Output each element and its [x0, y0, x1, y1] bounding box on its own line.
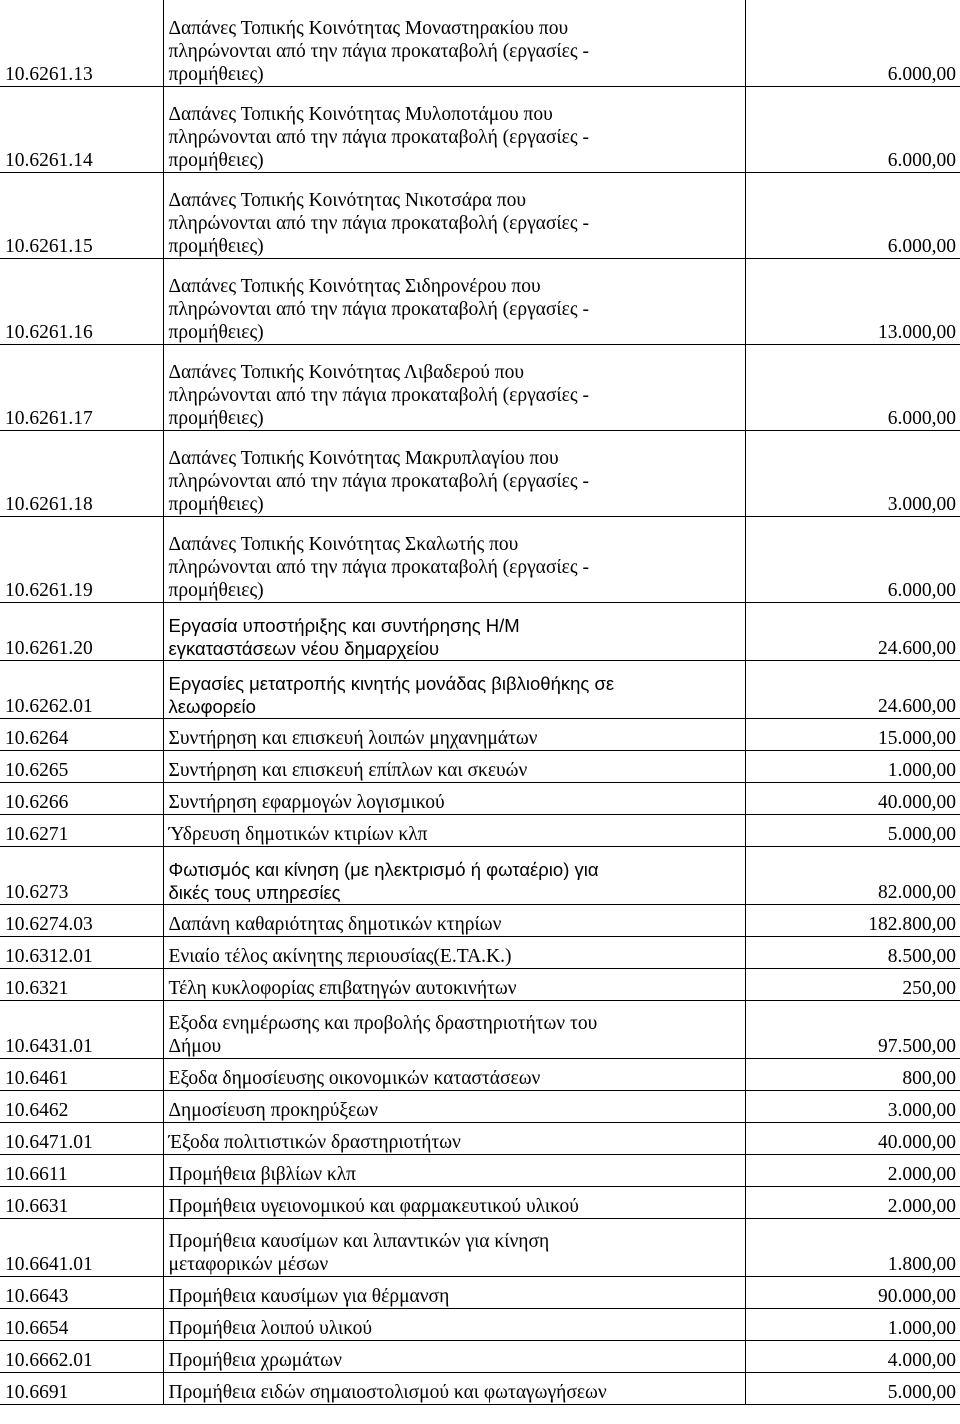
- amount-value: 24.600,00: [745, 660, 960, 718]
- table-row: [0, 86, 960, 172]
- table-row: [0, 936, 960, 968]
- amount-value: 1.800,00: [745, 1218, 960, 1276]
- amount-value: 8.500,00: [745, 936, 960, 968]
- expense-description: [163, 258, 745, 344]
- table-row: [0, 258, 960, 344]
- table-row: [0, 344, 960, 430]
- description-line: πληρώνονται από την πάγια προκαταβολή (εργασίες -: [168, 298, 589, 320]
- description-line: Δαπάνες Τοπικής Κοινότητας Λιβαδερού που: [168, 361, 525, 383]
- amount-value: 40.000,00: [745, 1122, 960, 1154]
- amount-value: 3.000,00: [745, 1090, 960, 1122]
- description-line: Δαπάνες Τοπικής Κοινότητας Σιδηρονέρου που: [168, 275, 541, 297]
- table-row: [0, 1308, 960, 1340]
- amount-value: 5.000,00: [745, 1372, 960, 1404]
- account-code: 10.6462: [0, 1090, 163, 1122]
- expense-description: [163, 718, 745, 750]
- description-line: Εξοδα δημοσίευσης οικονομικών καταστάσεων: [168, 1067, 541, 1089]
- account-code: 10.6471.01: [0, 1122, 163, 1154]
- description-line: Συντήρηση εφαρμογών λογισμικού: [168, 791, 445, 813]
- expense-description: [163, 0, 745, 86]
- amount-value: 2.000,00: [745, 1186, 960, 1218]
- table-row: [0, 904, 960, 936]
- account-code: 10.6631: [0, 1186, 163, 1218]
- description-line: Εργασίες μετατροπής κινητής μονάδας βιβλιοθήκης σε: [168, 672, 615, 694]
- description-line: προμήθειες): [168, 235, 264, 257]
- description-line: προμήθειες): [168, 407, 264, 429]
- account-code: 10.6261.20: [0, 602, 163, 660]
- account-code: 10.6691: [0, 1372, 163, 1404]
- description-line: Προμήθεια καυσίμων και λιπαντικών για κίνηση: [168, 1230, 550, 1252]
- expense-description: [163, 430, 745, 516]
- amount-value: 2.000,00: [745, 1154, 960, 1186]
- account-code: 10.6261.19: [0, 516, 163, 602]
- expense-description: [163, 660, 745, 718]
- description-line: Φωτισμός και κίνηση (με ηλεκτρισμό ή φωταέριο) για: [168, 858, 599, 880]
- table-row: [0, 516, 960, 602]
- description-line: Ύδρευση δημοτικών κτιρίων κλπ: [168, 823, 428, 845]
- expense-description: [163, 782, 745, 814]
- table-row: [0, 602, 960, 660]
- account-code: 10.6643: [0, 1276, 163, 1308]
- account-code: 10.6262.01: [0, 660, 163, 718]
- table-row: [0, 660, 960, 718]
- amount-value: 5.000,00: [745, 814, 960, 846]
- amount-value: 6.000,00: [745, 516, 960, 602]
- account-code: 10.6261.15: [0, 172, 163, 258]
- table-row: [0, 1000, 960, 1058]
- amount-value: 6.000,00: [745, 0, 960, 86]
- table-row: [0, 1276, 960, 1308]
- amount-value: 6.000,00: [745, 172, 960, 258]
- amount-value: 3.000,00: [745, 430, 960, 516]
- expense-description: [163, 936, 745, 968]
- description-line: πληρώνονται από την πάγια προκαταβολή (εργασίες -: [168, 40, 589, 62]
- amount-value: 182.800,00: [745, 904, 960, 936]
- description-line: πληρώνονται από την πάγια προκαταβολή (εργασίες -: [168, 212, 589, 234]
- table-row: [0, 172, 960, 258]
- description-line: πληρώνονται από την πάγια προκαταβολή (εργασίες -: [168, 384, 589, 406]
- amount-value: 15.000,00: [745, 718, 960, 750]
- expense-description: [163, 1218, 745, 1276]
- description-line: Προμήθεια λοιπού υλικού: [168, 1317, 373, 1339]
- account-code: 10.6641.01: [0, 1218, 163, 1276]
- table-row: [0, 1186, 960, 1218]
- table-row: [0, 1090, 960, 1122]
- description-line: Δημοσίευση προκηρύξεων: [168, 1099, 378, 1121]
- description-line: Προμήθεια χρωμάτων: [168, 1349, 342, 1371]
- amount-value: 1.000,00: [745, 750, 960, 782]
- description-line: εγκαταστάσεων νέου δημαρχείου: [168, 637, 440, 659]
- description-line: Συντήρηση και επισκευή επίπλων και σκευών: [168, 759, 528, 781]
- expense-description: [163, 86, 745, 172]
- description-line: λεωφορείο: [168, 695, 256, 717]
- description-line: δικές τους υπηρεσίες: [168, 881, 341, 903]
- table-row: [0, 1340, 960, 1372]
- account-code: 10.6265: [0, 750, 163, 782]
- account-code: 10.6264: [0, 718, 163, 750]
- table-row: [0, 0, 960, 86]
- description-line: Τέλη κυκλοφορίας επιβατηγών αυτοκινήτων: [168, 977, 517, 999]
- description-line: Δαπάνες Τοπικής Κοινότητας Νικοτσάρα που: [168, 189, 527, 211]
- amount-value: 13.000,00: [745, 258, 960, 344]
- expense-description: [163, 516, 745, 602]
- account-code: 10.6261.17: [0, 344, 163, 430]
- description-line: Ενιαίο τέλος ακίνητης περιουσίας(Ε.ΤΑ.Κ.): [168, 945, 512, 967]
- description-line: Εργασία υποστήριξης και συντήρησης Η/Μ: [168, 614, 520, 636]
- expense-description: [163, 750, 745, 782]
- amount-value: 250,00: [745, 968, 960, 1000]
- amount-value: 1.000,00: [745, 1308, 960, 1340]
- description-line: Προμήθεια καυσίμων για θέρμανση: [168, 1285, 450, 1307]
- amount-value: 24.600,00: [745, 602, 960, 660]
- account-code: 10.6321: [0, 968, 163, 1000]
- account-code: 10.6461: [0, 1058, 163, 1090]
- description-line: μεταφορικών μέσων: [168, 1253, 329, 1275]
- expense-description: [163, 904, 745, 936]
- expense-description: [163, 1122, 745, 1154]
- description-line: Έξοδα πολιτιστικών δραστηριοτήτων: [168, 1131, 461, 1153]
- table-row: [0, 782, 960, 814]
- expense-description: [163, 1308, 745, 1340]
- description-line: προμήθειες): [168, 321, 264, 343]
- account-code: 10.6261.18: [0, 430, 163, 516]
- expense-description: [163, 1340, 745, 1372]
- account-code: 10.6274.03: [0, 904, 163, 936]
- amount-value: 90.000,00: [745, 1276, 960, 1308]
- description-line: πληρώνονται από την πάγια προκαταβολή (εργασίες -: [168, 126, 589, 148]
- table-row: [0, 1122, 960, 1154]
- account-code: 10.6611: [0, 1154, 163, 1186]
- expense-description: [163, 1058, 745, 1090]
- expense-description: [163, 1276, 745, 1308]
- amount-value: 97.500,00: [745, 1000, 960, 1058]
- account-code: 10.6654: [0, 1308, 163, 1340]
- description-line: προμήθειες): [168, 63, 264, 85]
- expense-description: [163, 968, 745, 1000]
- expense-description: [163, 602, 745, 660]
- description-line: Προμήθεια ειδών σημαιοστολισμού και φωταγωγήσεων: [168, 1381, 607, 1403]
- account-code: 10.6431.01: [0, 1000, 163, 1058]
- account-code: 10.6261.13: [0, 0, 163, 86]
- table-row: [0, 718, 960, 750]
- description-line: Δαπάνες Τοπικής Κοινότητας Μυλοποτάμου που: [168, 103, 553, 125]
- description-line: Δαπάνες Τοπικής Κοινότητας Σκαλωτής που: [168, 533, 519, 555]
- description-line: Προμήθεια βιβλίων κλπ: [168, 1163, 357, 1185]
- table-row: [0, 1154, 960, 1186]
- description-line: Εξοδα ενημέρωσης και προβολής δραστηριοτήτων του: [168, 1012, 598, 1034]
- expense-description: [163, 1372, 745, 1404]
- description-line: Δαπάνη καθαριότητας δημοτικών κτηρίων: [168, 913, 502, 935]
- expense-description: [163, 814, 745, 846]
- expense-description: [163, 344, 745, 430]
- amount-value: 4.000,00: [745, 1340, 960, 1372]
- account-code: 10.6273: [0, 846, 163, 904]
- table-row: [0, 1058, 960, 1090]
- expense-description: [163, 172, 745, 258]
- account-code: 10.6312.01: [0, 936, 163, 968]
- table-row: [0, 814, 960, 846]
- expense-description: [163, 1186, 745, 1218]
- amount-value: 6.000,00: [745, 86, 960, 172]
- description-line: προμήθειες): [168, 493, 264, 515]
- amount-value: 40.000,00: [745, 782, 960, 814]
- table-row: [0, 1218, 960, 1276]
- table-row: [0, 846, 960, 904]
- account-code: 10.6271: [0, 814, 163, 846]
- expense-description: [163, 1154, 745, 1186]
- expense-description: [163, 1090, 745, 1122]
- amount-value: 800,00: [745, 1058, 960, 1090]
- account-code: 10.6662.01: [0, 1340, 163, 1372]
- table-row: [0, 430, 960, 516]
- description-line: Δαπάνες Τοπικής Κοινότητας Μοναστηρακίου που: [168, 17, 569, 39]
- account-code: 10.6266: [0, 782, 163, 814]
- table-row: [0, 750, 960, 782]
- description-line: Δαπάνες Τοπικής Κοινότητας Μακρυπλαγίου που: [168, 447, 559, 469]
- amount-value: 82.000,00: [745, 846, 960, 904]
- table-row: [0, 968, 960, 1000]
- account-code: 10.6261.16: [0, 258, 163, 344]
- description-line: προμήθειες): [168, 579, 264, 601]
- description-line: Προμήθεια υγειονομικού και φαρμακευτικού υλικού: [168, 1195, 579, 1217]
- account-code: 10.6261.14: [0, 86, 163, 172]
- amount-value: 6.000,00: [745, 344, 960, 430]
- description-line: πληρώνονται από την πάγια προκαταβολή (εργασίες -: [168, 556, 589, 578]
- expense-description: [163, 846, 745, 904]
- table-row: [0, 1372, 960, 1404]
- expense-description: [163, 1000, 745, 1058]
- description-line: Συντήρηση και επισκευή λοιπών μηχανημάτων: [168, 727, 538, 749]
- description-line: προμήθειες): [168, 149, 264, 171]
- description-line: πληρώνονται από την πάγια προκαταβολή (εργασίες -: [168, 470, 589, 492]
- description-line: Δήμου: [168, 1035, 222, 1057]
